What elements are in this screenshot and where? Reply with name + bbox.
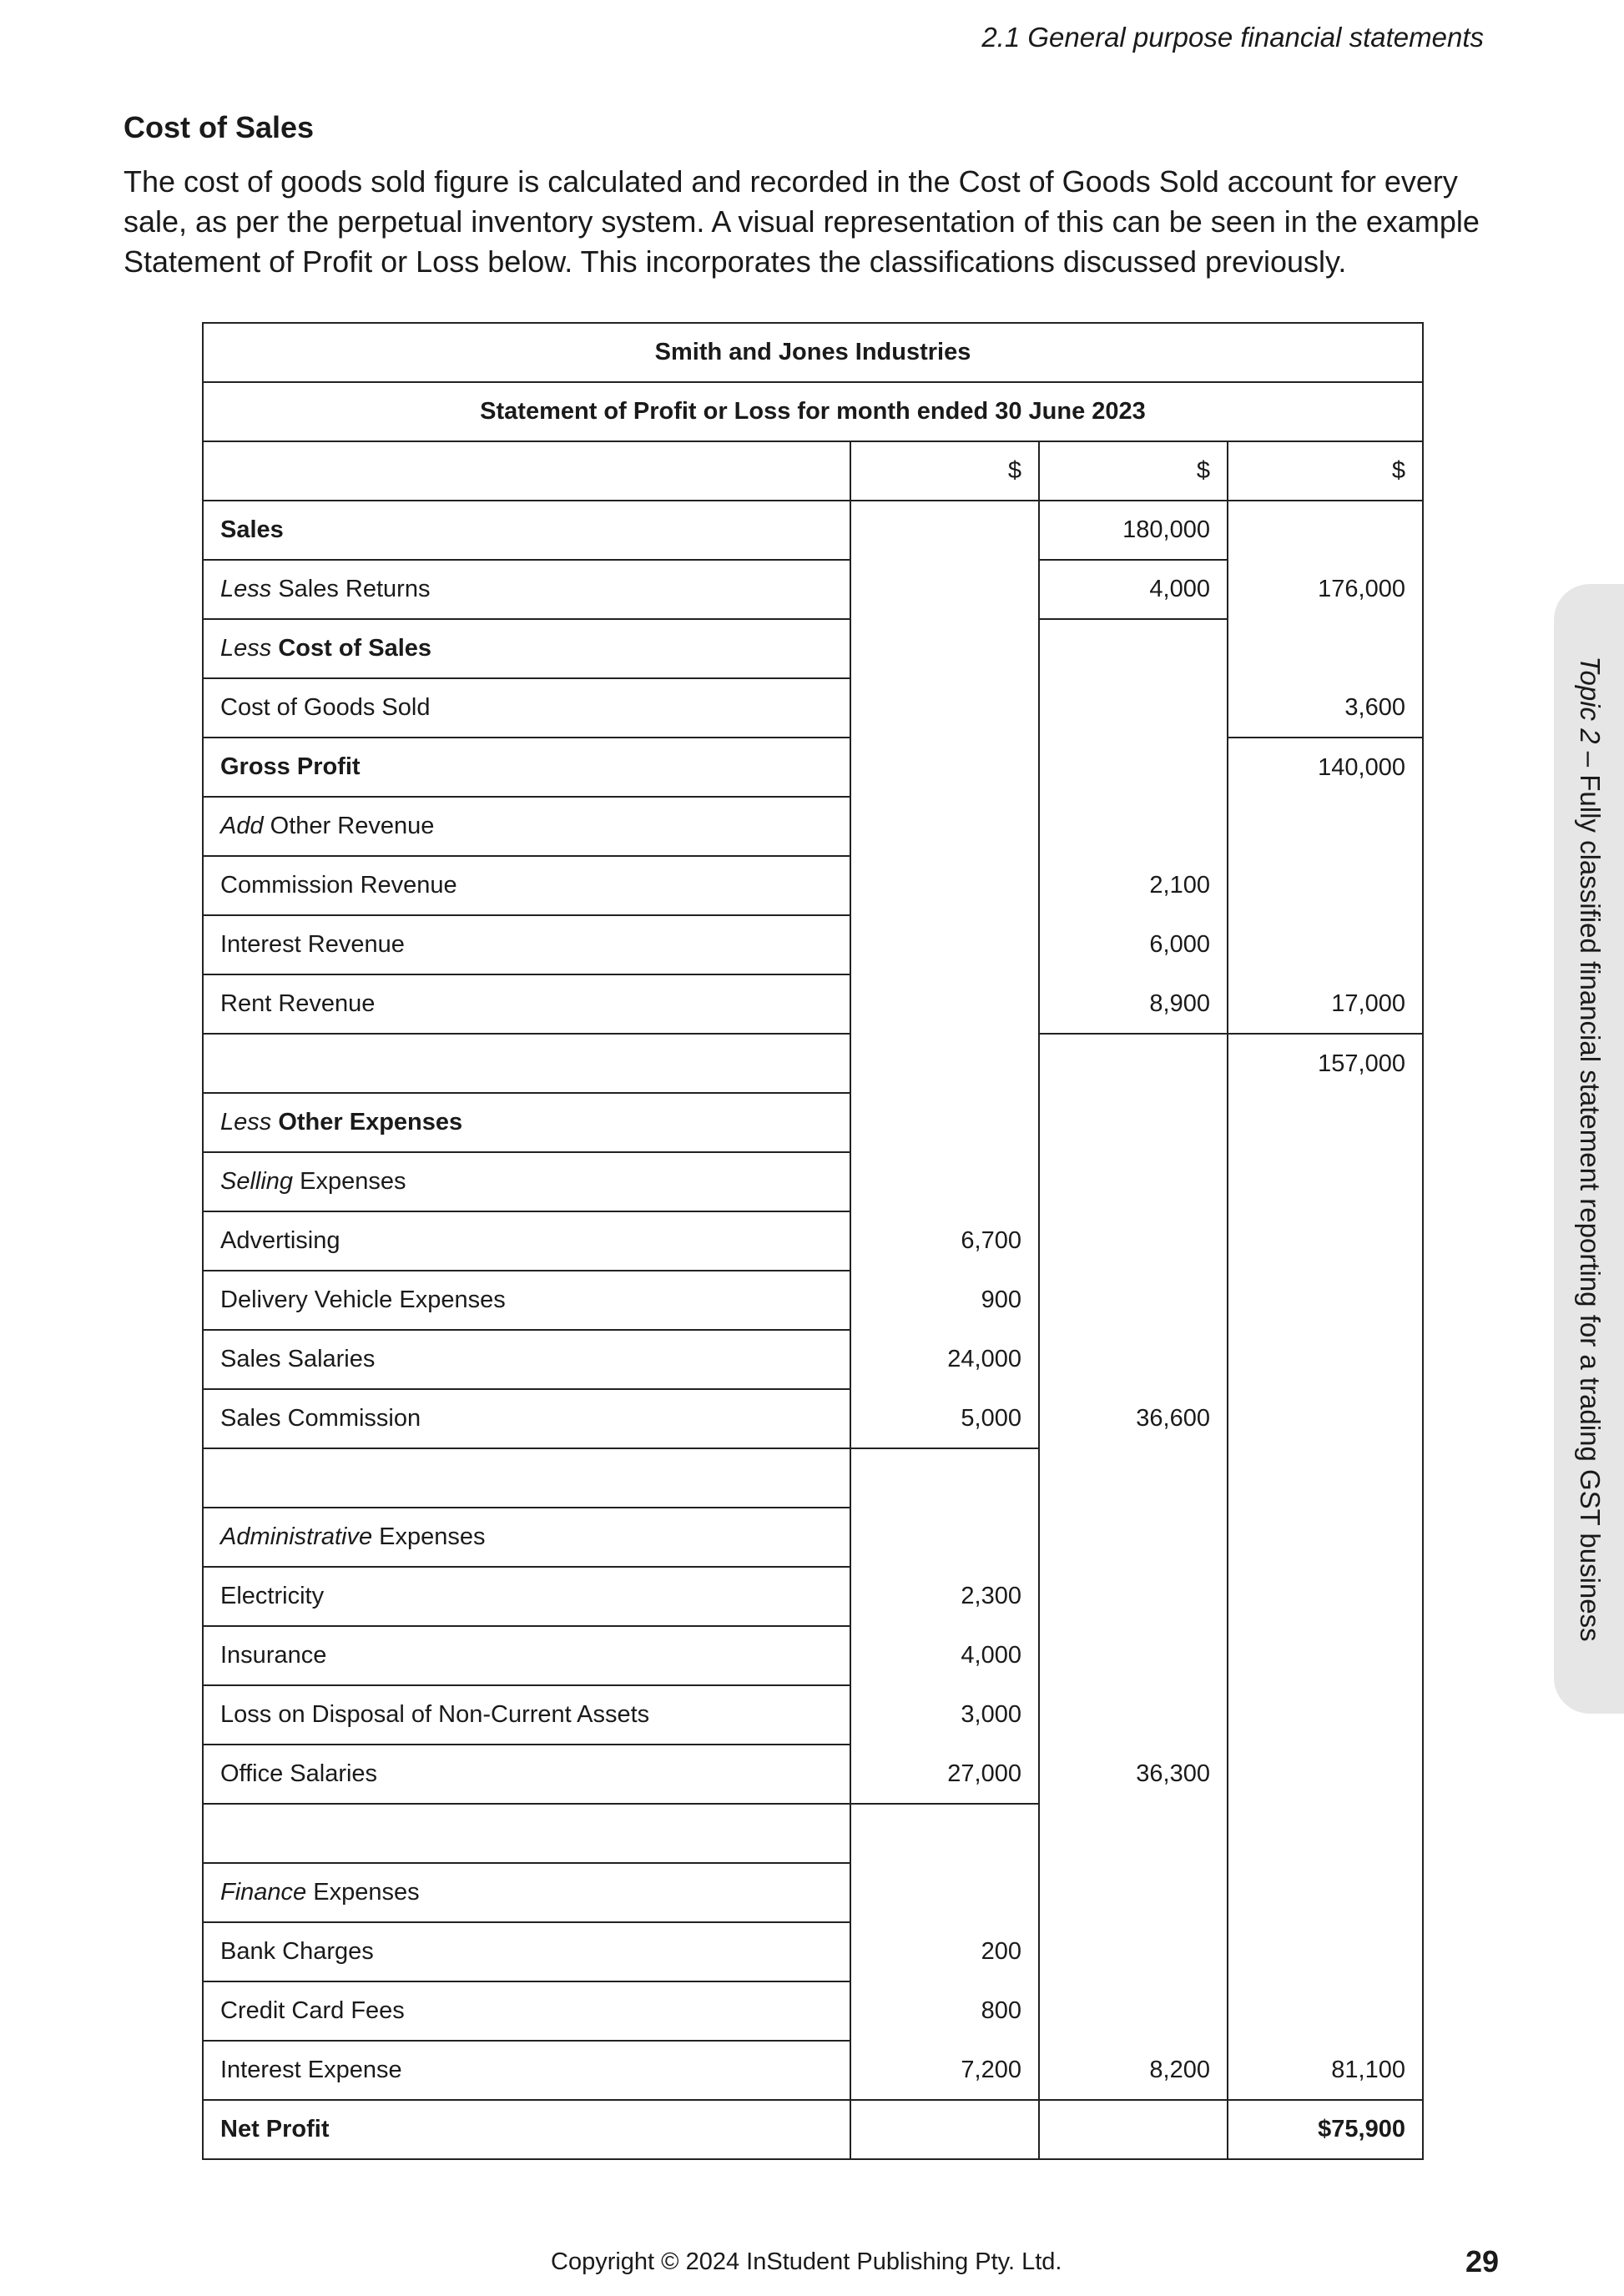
statement-title: Statement of Profit or Loss for month ended 30 June 2023 xyxy=(203,382,1423,441)
row-label: Delivery Vehicle Expenses xyxy=(203,1271,850,1330)
table-row xyxy=(203,1389,1423,1448)
row-value: 157,000 xyxy=(1228,1034,1423,1093)
row-label: Gross Profit xyxy=(203,738,850,797)
row-value: 2,100 xyxy=(1039,856,1228,915)
row-value: 200 xyxy=(850,1922,1039,1981)
row-label xyxy=(203,1034,850,1093)
row-value: 5,000 xyxy=(850,1389,1039,1448)
table-row xyxy=(203,856,1423,915)
row-label: Net Profit xyxy=(203,2100,850,2159)
net-profit-row xyxy=(203,2100,1423,2159)
row-label: Finance Expenses xyxy=(203,1863,850,1922)
company-name: Smith and Jones Industries xyxy=(203,323,1423,382)
statement-title-row xyxy=(203,382,1423,441)
row-value: 800 xyxy=(850,1981,1039,2041)
net-profit-value: $75,900 xyxy=(1228,2100,1423,2159)
row-label: Credit Card Fees xyxy=(203,1981,850,2041)
row-label xyxy=(203,1804,850,1863)
row-value: 27,000 xyxy=(850,1745,1039,1804)
table-row xyxy=(203,1211,1423,1271)
table-row xyxy=(203,1981,1423,2041)
profit-loss-statement xyxy=(202,322,1424,2160)
row-value: 6,000 xyxy=(1039,915,1228,974)
row-value: 2,300 xyxy=(850,1567,1039,1626)
row-label: Administrative Expenses xyxy=(203,1508,850,1567)
row-label: Rent Revenue xyxy=(203,974,850,1034)
table-row xyxy=(203,738,1423,797)
row-label: Cost of Goods Sold xyxy=(203,678,850,738)
table-row xyxy=(203,1745,1423,1804)
section-title: Cost of Sales xyxy=(124,110,315,144)
row-value: 36,300 xyxy=(1039,1745,1228,1804)
row-value: 36,600 xyxy=(1039,1389,1228,1448)
row-value: 81,100 xyxy=(1228,2041,1423,2100)
table-row xyxy=(203,974,1423,1034)
row-label: Less Other Expenses xyxy=(203,1093,850,1152)
row-label xyxy=(203,1448,850,1508)
row-value: 140,000 xyxy=(1228,738,1423,797)
row-value: 7,200 xyxy=(850,2041,1039,2100)
currency-header-1: $ xyxy=(850,441,1039,501)
row-label: Interest Expense xyxy=(203,2041,850,2100)
row-label: Less Cost of Sales xyxy=(203,619,850,678)
row-label: Sales xyxy=(203,501,850,560)
table-row xyxy=(203,1567,1423,1626)
table-row xyxy=(203,1804,1423,1863)
row-value: 900 xyxy=(850,1271,1039,1330)
table-row xyxy=(203,560,1423,619)
row-value: 8,900 xyxy=(1039,974,1228,1034)
table-row xyxy=(203,797,1423,856)
row-label: Office Salaries xyxy=(203,1745,850,1804)
table-row xyxy=(203,2041,1423,2100)
table-row xyxy=(203,1034,1423,1093)
row-value: 4,000 xyxy=(850,1626,1039,1685)
table-row xyxy=(203,501,1423,560)
currency-header-3: $ xyxy=(1228,441,1423,501)
row-value: 3,600 xyxy=(1228,678,1423,738)
currency-header-row xyxy=(203,441,1423,501)
topic-side-label: Topic 2 – Fully classified financial statement reporting for a trading GST business xyxy=(1575,656,1606,1642)
row-value: 3,000 xyxy=(850,1685,1039,1745)
table-row xyxy=(203,1271,1423,1330)
table-row xyxy=(203,1863,1423,1922)
row-value: 24,000 xyxy=(850,1330,1039,1389)
row-label: Insurance xyxy=(203,1626,850,1685)
running-header: 2.1 General purpose financial statements xyxy=(981,22,1484,53)
row-label: Bank Charges xyxy=(203,1922,850,1981)
table-row xyxy=(203,1922,1423,1981)
table-row xyxy=(203,1626,1423,1685)
row-label: Electricity xyxy=(203,1567,850,1626)
row-label: Interest Revenue xyxy=(203,915,850,974)
row-value: 4,000 xyxy=(1039,560,1228,619)
statement-company-row xyxy=(203,323,1423,382)
table-row xyxy=(203,1330,1423,1389)
currency-header-2: $ xyxy=(1039,441,1228,501)
row-value: 180,000 xyxy=(1039,501,1228,560)
table-row xyxy=(203,915,1423,974)
intro-paragraph: The cost of goods sold figure is calculated and recorded in the Cost of Goods Sold account for every sale, as per the perpetual inventory system. A visual representation of this can be seen in the example Statement of Profit or Loss below. This incorporates the classifications discussed previously. xyxy=(124,164,1480,279)
table-row xyxy=(203,1685,1423,1745)
table-row xyxy=(203,1448,1423,1508)
row-label: Sales Commission xyxy=(203,1389,850,1448)
row-value: 17,000 xyxy=(1228,974,1423,1034)
row-value: 176,000 xyxy=(1228,560,1423,619)
table-row xyxy=(203,1508,1423,1567)
row-value: 8,200 xyxy=(1039,2041,1228,2100)
copyright-footer: Copyright © 2024 InStudent Publishing Pty. Ltd. xyxy=(551,2248,1062,2275)
table-row xyxy=(203,1093,1423,1152)
row-label: Less Sales Returns xyxy=(203,560,850,619)
row-label: Sales Salaries xyxy=(203,1330,850,1389)
page-number: 29 xyxy=(1465,2244,1499,2278)
row-label: Loss on Disposal of Non-Current Assets xyxy=(203,1685,850,1745)
table-row xyxy=(203,1152,1423,1211)
row-value: 6,700 xyxy=(850,1211,1039,1271)
row-label: Add Other Revenue xyxy=(203,797,850,856)
row-label: Commission Revenue xyxy=(203,856,850,915)
label-header-cell xyxy=(203,441,850,501)
table-row xyxy=(203,678,1423,738)
row-label: Selling Expenses xyxy=(203,1152,850,1211)
row-label: Advertising xyxy=(203,1211,850,1271)
table-row xyxy=(203,619,1423,678)
